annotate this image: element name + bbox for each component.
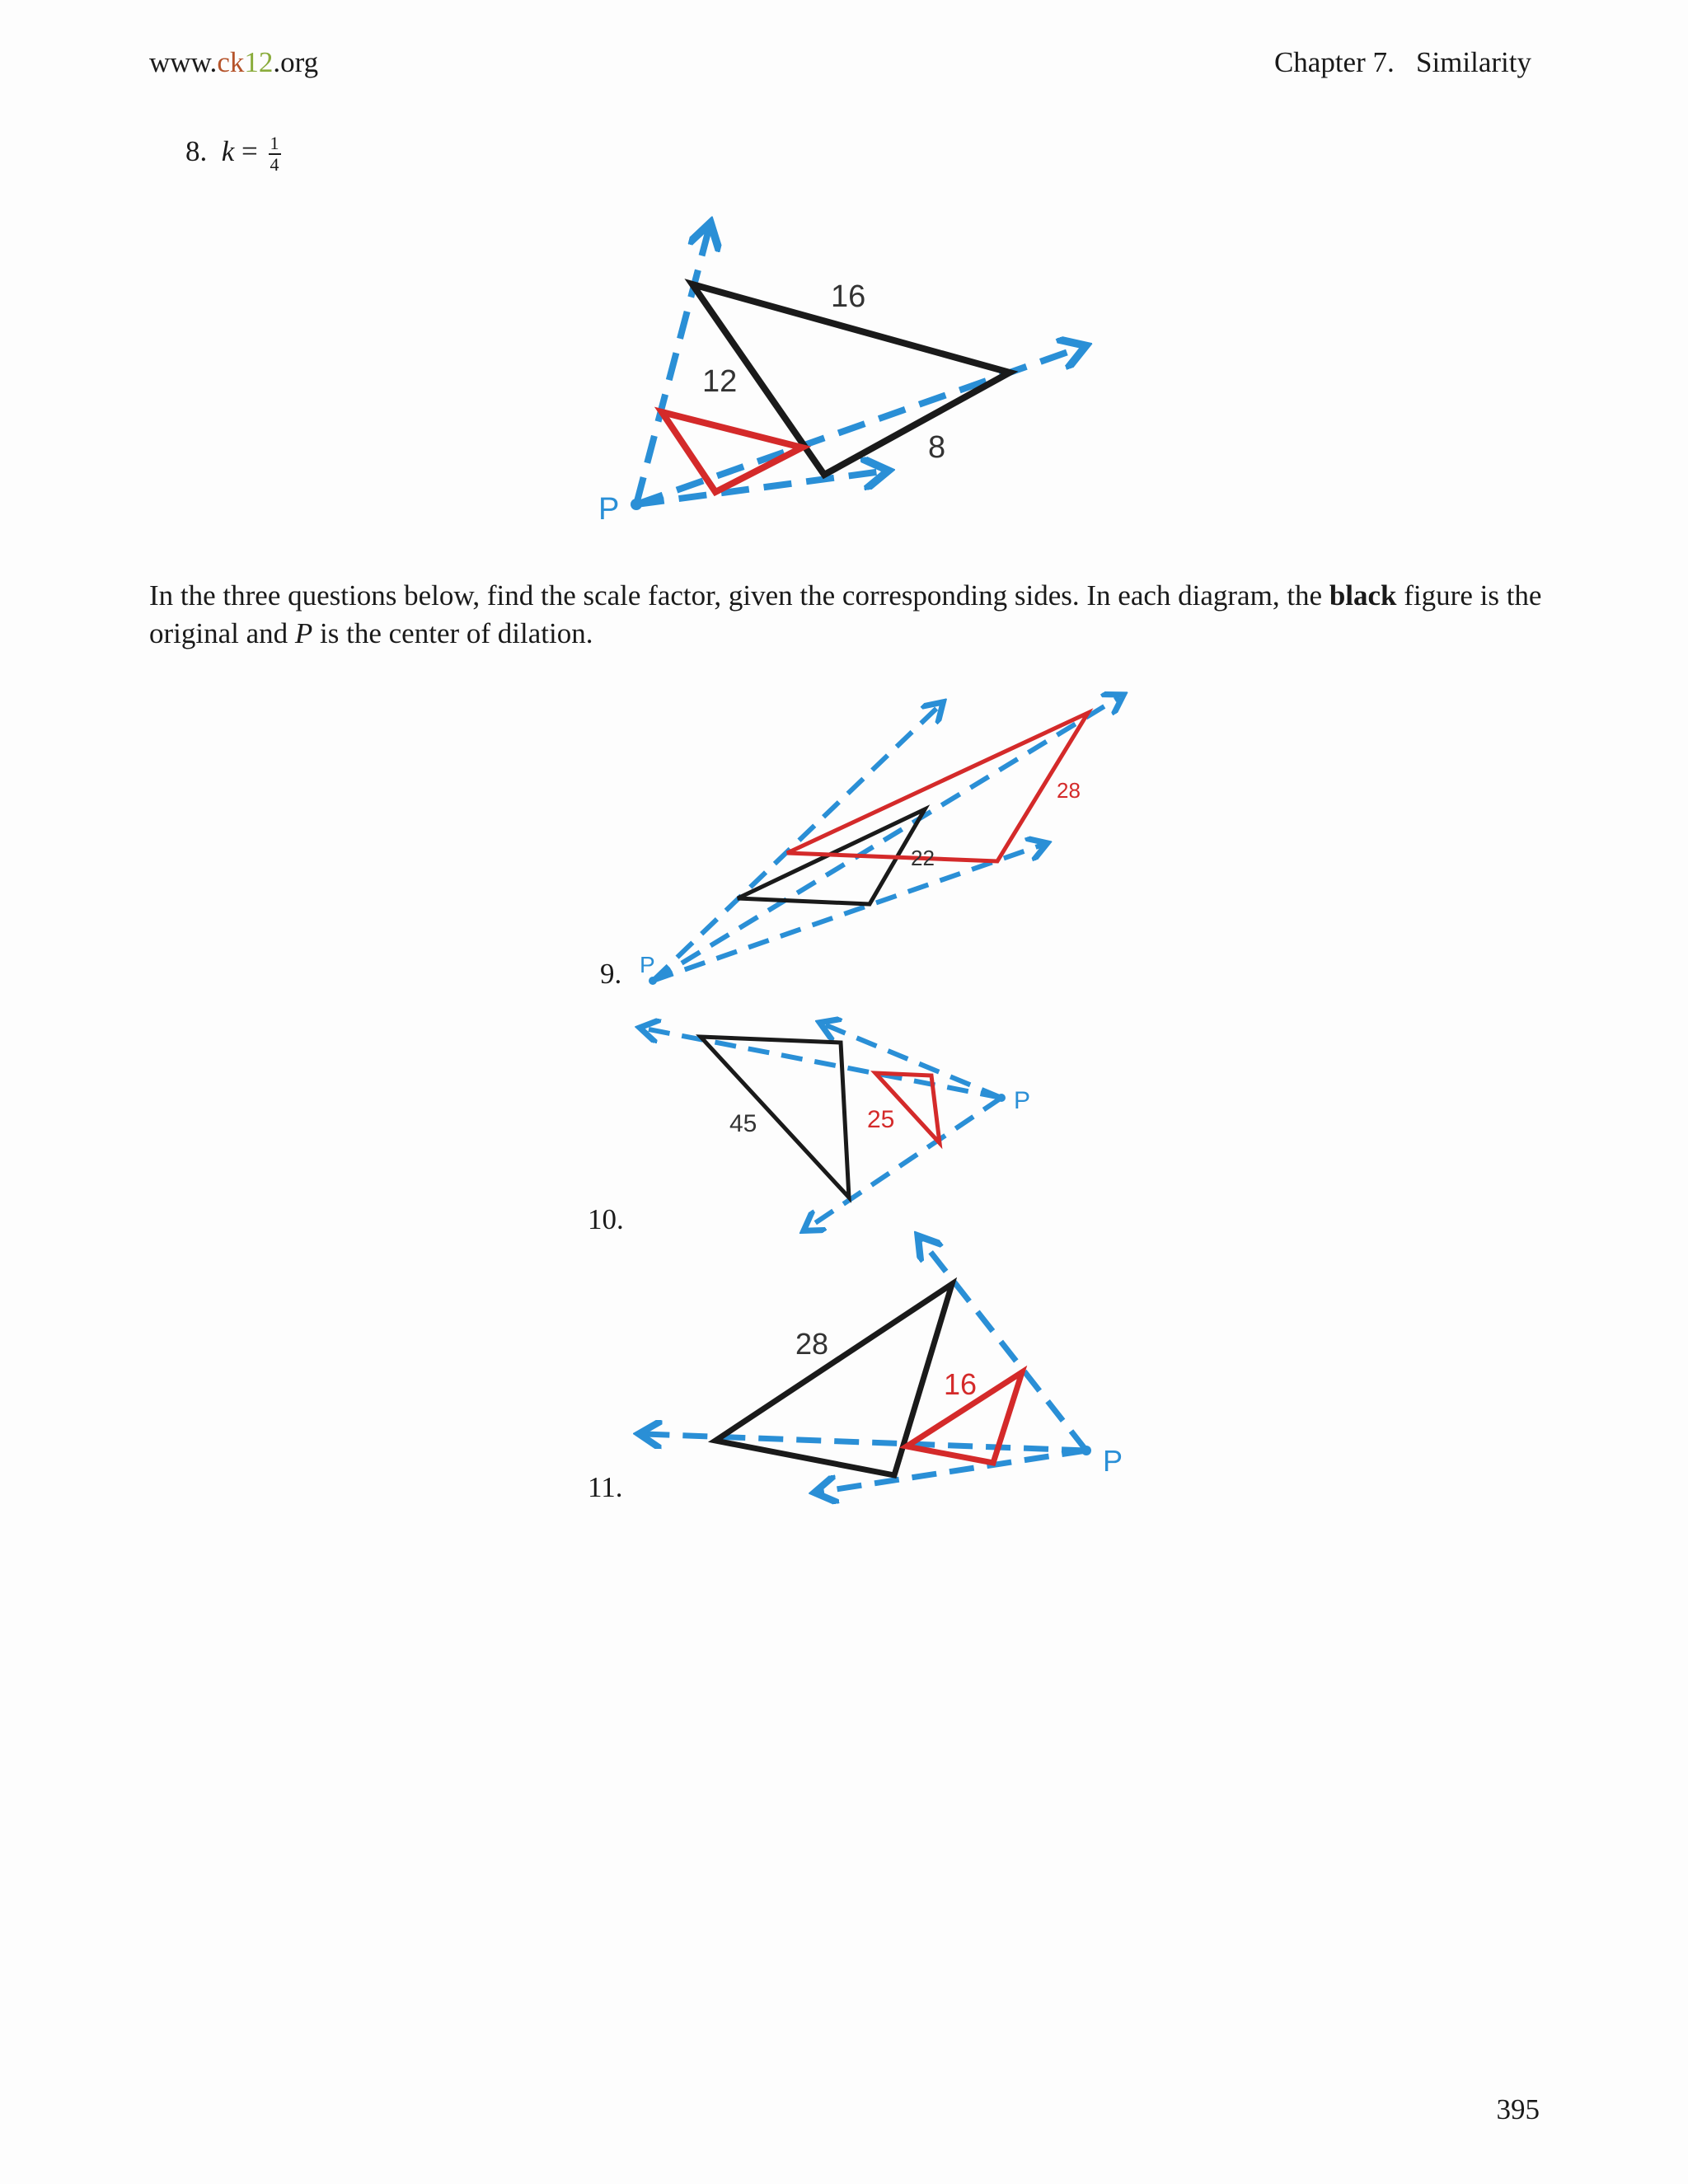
label-9-center: P xyxy=(640,952,655,977)
label-9-red: 28 xyxy=(1057,778,1081,803)
label-8-center: P xyxy=(598,492,620,527)
label-11-center: P xyxy=(1103,1444,1123,1478)
fraction-denominator: 4 xyxy=(270,154,279,175)
label-11-black: 28 xyxy=(795,1327,829,1361)
chapter-title: Chapter 7. Similarity xyxy=(1273,46,1531,78)
problem-8-number: 8. xyxy=(185,135,208,168)
rays-11 xyxy=(645,1240,1086,1492)
instructions-part1: In the three questions below, find the scale factor, given the corresponding sides. In each diagram, the xyxy=(149,579,1329,612)
page-number: 395 xyxy=(1496,2093,1540,2125)
problem-10-number: 10. xyxy=(588,1203,624,1235)
instructions-p: P xyxy=(294,617,313,649)
instructions-bold: black xyxy=(1329,579,1397,612)
site-url-ck: ck xyxy=(217,46,245,78)
label-8-left: 12 xyxy=(702,364,738,399)
label-10-red: 25 xyxy=(867,1106,895,1133)
site-url-suffix: .org xyxy=(273,46,319,78)
label-10-black: 45 xyxy=(729,1110,757,1137)
equals-sign: = xyxy=(234,135,265,168)
label-11-red: 16 xyxy=(944,1367,978,1401)
site-url-12: 12 xyxy=(244,46,274,78)
fraction-numerator: 1 xyxy=(270,133,279,153)
instructions-part2: figure is the original and xyxy=(149,579,1542,649)
label-9-black: 22 xyxy=(911,846,935,870)
label-10-center: P xyxy=(1014,1087,1031,1114)
site-url-prefix: www. xyxy=(149,46,218,78)
center-11 xyxy=(1081,1446,1091,1455)
scale-var: k xyxy=(221,135,235,168)
label-8-top: 16 xyxy=(831,279,866,314)
instructions-part3: is the center of dilation. xyxy=(312,617,593,649)
problem-11-number: 11. xyxy=(588,1471,623,1503)
problem-9-number: 9. xyxy=(600,958,622,990)
label-8-right: 8 xyxy=(928,430,946,465)
